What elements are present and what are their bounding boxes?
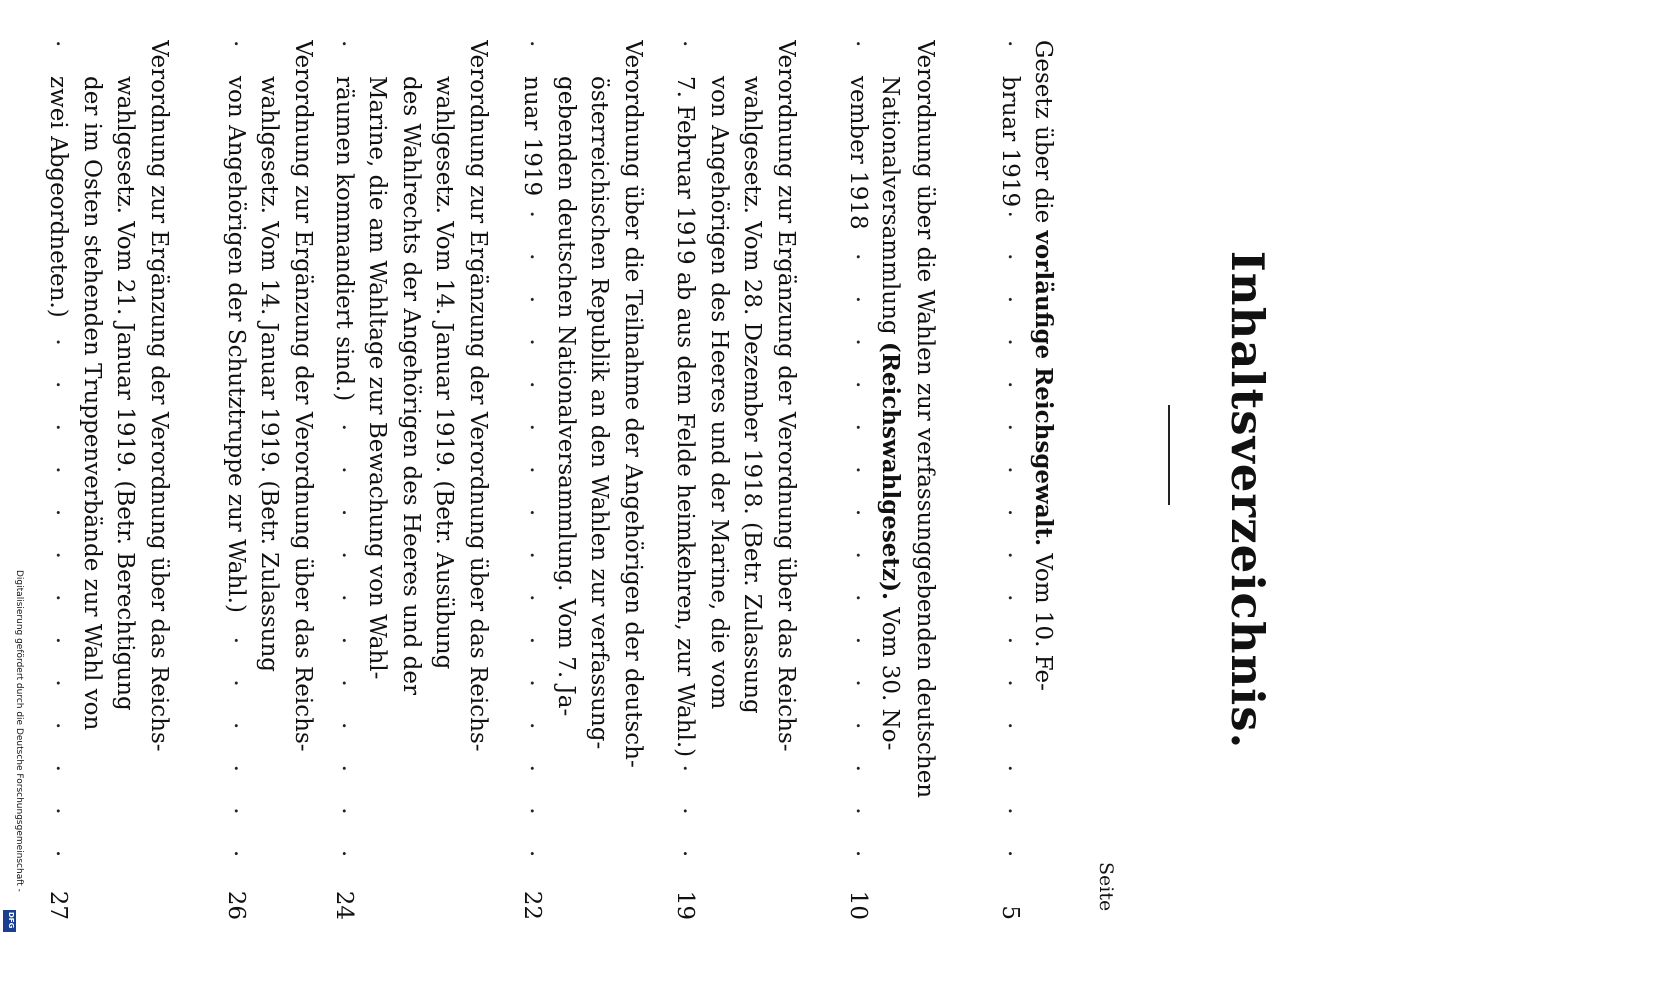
toc-entry-text [223,76,249,619]
toc-entry-text [365,76,391,685]
toc-entry-text [432,76,458,675]
page-title: Inhaltsverzeichnis. [1221,250,1274,750]
toc-text-segment: Verordnung zur Ergänzung der Verordnung über das Reichs- [146,40,172,752]
toc-entry-line [668,40,702,920]
toc-entry-line [75,40,109,920]
toc-entry-text [673,76,699,763]
toc-entry [993,40,1060,920]
toc-entry-line [616,40,650,920]
toc-entry-text [706,76,732,715]
toc-text-segment: zwei Abgeordneten.) [45,76,72,318]
toc-bold-segment: (Reichswahlgesetz). [877,341,905,600]
toc-entry-text [520,76,546,202]
toc-entry-line [874,40,908,920]
toc-entry-line [993,40,1027,920]
toc-text-segment: Verordnung über die Teilnahme der Angehörigen der deutsch- [620,40,646,768]
toc-text-segment: nuar 1919 [519,76,546,197]
toc-entry-text [878,76,904,756]
toc-page-number: 19 [668,876,702,920]
toc-entry-text [113,76,139,717]
toc-text-segment: Gesetz über die [1030,40,1056,231]
toc-text-segment: Verordnung zur Ergänzung der Verordnung über das Reichs- [773,40,799,752]
toc-text-segment: räumen kommandiert sind.) [331,76,357,402]
toc-entry-text [845,76,871,236]
toc-entry-text [146,40,172,758]
toc-entry-text [620,40,646,774]
toc-text-segment: Vom 10. Fe- [1030,546,1056,691]
toc-text-segment: Marine, die am Wahltage zur Bewachung von Wahl- [364,76,391,680]
toc-page-number: 27 [41,876,75,920]
toc-entry-line [515,40,549,920]
title-divider [1168,405,1170,505]
toc-text-segment: Vom 30. No- [877,600,904,751]
toc-entry-text [46,76,72,324]
toc-entry-line [252,40,286,920]
toc-entry-line [327,40,361,920]
toc-text-segment: wahlgesetz. Vom 28. Dezember 1918. (Betr. Zulassung [739,76,766,714]
toc-entry-text [1030,40,1056,697]
toc-page-number: 5 [993,876,1027,920]
toc-text-segment: von Angehörigen des Heeres und der Marine, die vom [706,76,732,710]
toc-entry-line [549,40,583,920]
dfg-logo-text: DFG [7,912,15,929]
toc-page-number: 24 [327,876,361,920]
toc-entry-line [582,40,616,920]
toc-text-segment: österreichischen Republik an den Wahlen zur verfassung- [586,76,613,750]
toc-entry-text [331,76,357,407]
toc-entry [327,40,495,920]
toc-entry-line [702,40,736,920]
toc-entry-line [841,40,875,920]
toc-page-number: 22 [515,876,549,920]
toc-text-segment: Verordnung zur Ergänzung der Verordnung über das Reichs- [290,40,316,752]
toc-entry-line [735,40,769,920]
toc-entry-text [998,76,1024,213]
toc-text-segment: der im Osten stehenden Truppenverbände zur Wahl von [79,76,105,731]
toc-text-segment: von Angehörigen der Schutztruppe zur Wahl.) [223,76,249,613]
toc-entry-line [461,40,495,920]
toc-entry [668,40,802,920]
toc-entry-text [398,76,424,701]
toc-entry-line [427,40,461,920]
toc-entry [515,40,649,920]
toc-text-segment: gebenden deutschen Nationalversammlung. Vom 7. Ja- [553,76,579,717]
toc-entry-text [912,40,938,804]
toc-entry [841,40,942,920]
toc-entry-text [290,40,316,758]
toc-text-segment: wahlgesetz. Vom 14. Januar 1919. (Betr. Ausübung [431,76,458,670]
toc-entry-text [79,76,105,736]
toc-entry-text [773,40,799,758]
toc-entry-line [1027,40,1061,920]
toc-bold-segment: vorläufige Reichsgewalt. [1030,230,1057,547]
page-column-header: Seite [1095,862,1117,912]
dfg-logo [3,910,16,932]
toc-entry-text [587,76,613,755]
toc-entry-text [465,40,491,758]
toc-page-number: 26 [219,876,253,920]
toc-text-segment: wahlgesetz. Vom 14. Januar 1919. (Betr. Zulassung [256,76,283,673]
toc-text-segment: vember 1918 [845,76,871,230]
toc-entry-line [360,40,394,920]
toc-text-segment: Nationalversammlung [877,76,904,342]
toc-text-segment: Verordnung über die Wahlen zur verfassunggebenden deutschen [912,40,938,799]
toc-text-segment: wahlgesetz. Vom 21. Januar 1919. (Betr. Berechtigung [112,76,139,711]
toc-entry-line [142,40,176,920]
toc-text-segment: Verordnung zur Ergänzung der Verordnung über das Reichs- [465,40,491,752]
toc-entry-text [740,76,766,720]
toc-entry-line [286,40,320,920]
toc-entry-line [41,40,75,920]
toc-entry-line [769,40,803,920]
toc-entry-text [257,76,283,678]
toc-text-segment: bruar 1919 [997,76,1024,208]
toc-entry-text [553,76,579,722]
toc-entry [41,40,175,920]
toc-text-segment: 7. Februar 1919 ab aus dem Felde heimkehren, zur Wahl.) [672,76,699,758]
toc-entry-line [108,40,142,920]
toc-entry-line [219,40,253,920]
toc-text-segment: des Wahlrechts der Angehörigen des Heeres und der [398,76,424,695]
toc-entry-line [394,40,428,920]
toc-entry [219,40,320,920]
toc-entry-line [908,40,942,920]
toc-page-number: 10 [841,876,875,920]
funding-note: Digitalisierung gefördert durch die Deutsche Forschungsgemeinschaft - [14,570,24,892]
